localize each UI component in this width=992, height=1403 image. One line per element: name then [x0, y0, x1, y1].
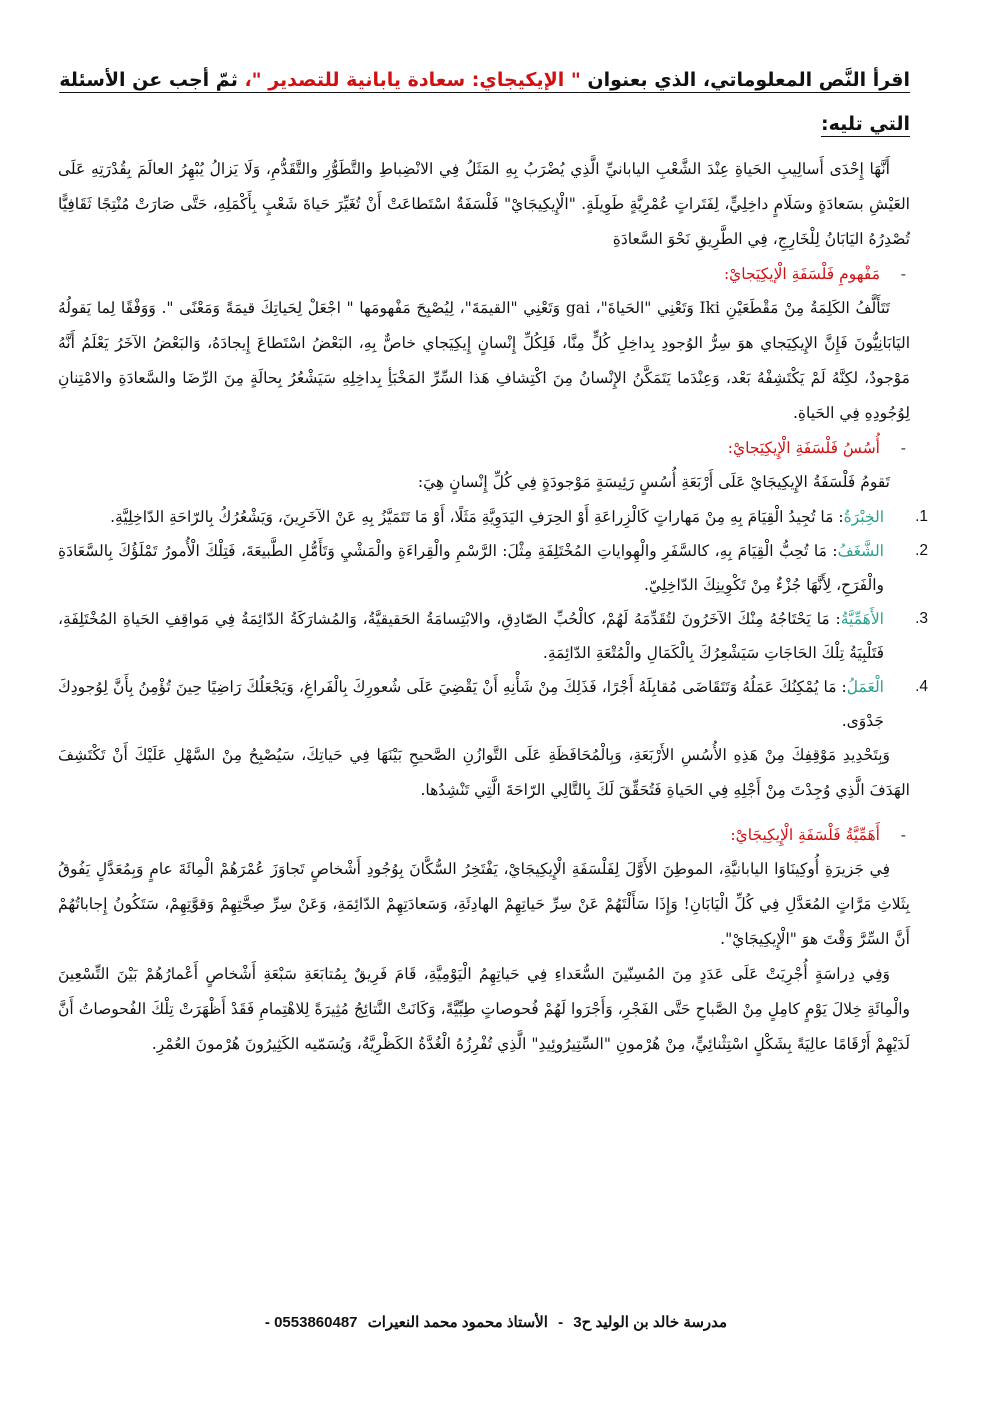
section-heading: مَفْهومِ فَلْسَفَةِ الْإيكِيَجايْ:: [723, 265, 880, 283]
item-label: الْعَمَلُ: [846, 678, 884, 696]
list-item: [58, 670, 928, 738]
pillars-intro: تَقومُ فَلْسَفَةُ الإِيكِيجَايْ عَلَى أَرْبَعَةِ أُسُسٍ رَئِيسَةٍ مَوْجودَةٍ فِي كُلِّ إِنْسانٍ هِيَ:: [417, 473, 890, 491]
page-footer: [0, 1313, 992, 1331]
pillars-closing: وَبِتَحْدِيدِ مَوْقِفِكَ مِنْ هَذِهِ الأُسُسِ الأَرْبَعَةِ، وَبِالْمُحَافَظَةِ عَلَى التَّوازُنِ الصَّحيحِ بَيْنَهَا فِي حَياتِكَ، سَيُصْبِحُ مِنْ السَّهْلِ عَلَيْكَ أَنْ تَكْتَشِفَ الهَدَفَ الَّذِي وُجِدْتَ مِنْ أَجْلِهِ فِي الحَياةِ فَتُحَقِّقَ لَكَ بِالتَّالِي الرّاحَةَ الَّتِي تَنْشِدُها.: [58, 746, 910, 799]
section-heading: أَهَمِّيَّةُ فَلْسَفَةِ الْإِيكِيجَايْ:: [730, 826, 880, 844]
title-highlight: " الإيكيجاي: سعادة يابانية للتصدير "،: [244, 69, 581, 91]
intro-paragraph: أَنَّهَا إِحْدَى أَسالِيبِ الحَياةِ عِنْدَ الشَّعْبِ اليابانيِّ الَّذِي يُضْرَبُ بِهِ المَثَلُ فِي الانْضِباطِ والتَّطَوُّرِ والتَّقَدُّمِ، وَلَا يَزالُ يُبْهِرُ العالَمَ بِقُدْرَتِهِ عَلَى العَيْشِ بسَعادَةٍ وسَلَامٍ داخِلِيٍّ، لِفَتَراتٍ عُمْرِيَّةٍ طَوِيلَةٍ. "الْإِيكِيجَايْ" فَلْسَفَةٌ اسْتَطاعَتْ أَنْ تُغَيِّرَ حَياةَ شَعْبٍ بِأَكْمَلِهِ، حَتَّى صَارَتْ مُنْتِجًا ثَقَافِيًّا تُصْدِرُهُ اليَابَانُ لِلْخَارِجِ، فِي الطَّرِيقِ نَحْوَ السَّعادَةِ: [58, 160, 910, 248]
footer-school: مدرسة خالد بن الوليد ح3: [573, 1314, 728, 1331]
importance-paragraph: فِي جَزيرَةِ أُوكِينَاوَا اليابانيَّةِ، الموطِنَ الأَوَّلَ لِفَلْسَفَةِ الْإِيكِيجَايْ، يَفْتَخِرُ السُّكَّانَ بِوُجُودِ أَشْخاصٍ تَجاوَزَ عُمْرَهُمْ الْمِائَةَ عامٍ وَبِمُعَدَّلٍ يَفُوقُ بِثَلاثِ مَرَّاتٍ المُعَدَّلِ فِي كُلِّ الْيَابَانِ! وَإِذَا سَأَلْتَهُمْ عَنْ سِرِّ حَياتِهِمْ الهادِئَةِ، وَسَعادَتِهِمْ الدّائِمَةِ، وَعَنْ سِرِّ صِحَّتِهِمْ وَقوَّتِهِمْ، سَتَكُونُ إِجاباتُهُمْ أَنَّ السِّرَّ وَقْتَ هوَ "الْإِيكِيجَايْ".: [58, 860, 910, 948]
title-suffix: ثمّ أجب عن الأسئلة التي تليه:: [59, 69, 910, 135]
footer-teacher: الأستاذ محمود محمد النعيرات: [367, 1314, 548, 1331]
footer-phone: 0553860487 -: [264, 1314, 358, 1331]
item-label: الشَّغَفُ: [837, 542, 884, 560]
item-text: : مَا تُحِبُّ الْقِيَامَ بِهِ، كالسَّفَرِ والْهِواياتِ المُخْتَلِفَةِ مِثْلَ: الرَّسْمِ والْقِراءَةِ والْمَشْيِ وَتَأَمُّلِ الطَّبيعَةَ، فَتِلْكَ الْأُمورُ تَمْلَؤُكَ بِالسَّعَادَةِ والْفَرَحِ، لِأَنَّهَا جُزْءٌ مِنْ تَكْوِينِكَ الدّاخِلِيّ.: [58, 542, 884, 594]
document-body: [58, 58, 928, 1062]
list-item: [58, 534, 928, 602]
item-label: الخِبْرَةُ: [843, 508, 884, 526]
list-item: [58, 500, 928, 534]
item-text: : مَا يَحْتَاجُهُ مِنْكَ الآخَرُونَ لتُقَدِّمَهُ لَهُمْ، كالْحُبِّ الصّادِقِ، والابْتِسامَةُ الحَقيقيَّةُ، وَالمُشارَكَةُ الدّائِمَةُ فِي مَواقِفِ الحَياةِ المُخْتَلِفَةِ، فَتَلْبِيَةُ تِلْكَ الحَاجَاتِ سَيَشْعِرُكَ بِالْكَمَالِ والْمُتْعَةِ الدّائِمَةِ.: [58, 610, 884, 662]
item-number: 1.: [915, 508, 928, 525]
footer-separator: -: [558, 1314, 564, 1331]
item-number: 2.: [915, 542, 928, 559]
item-number: 3.: [915, 610, 928, 627]
bullet-dash: -: [900, 439, 906, 457]
bullet-dash: -: [900, 265, 906, 283]
bullet-dash: -: [900, 826, 906, 844]
section-heading: أُسُسُ فَلْسَفَةِ الْإِيكِيَجايْ:: [727, 439, 880, 457]
section-concept-heading: [58, 257, 910, 291]
item-text: : مَا تُجِيدُ الْقِيَامَ بِهِ مِنْ مَهاراتٍ كَالْزِراعَةِ أَوْ الحِرَفِ اليَدَوِيَّةِ مَثَلًا، أَوْ مَا تَتَمَيَّزُ بِهِ عَنْ الآخَرِينَ، وَيَشْعُرُكُ بِالرّاحَةِ الدّاخِلِيَّةِ.: [110, 508, 844, 526]
item-label: الأَهَمِّيَّةُ: [840, 610, 884, 628]
item-text: : مَا يُمْكِنُكَ عَمَلُهُ وَتَتَقَاضَى مُقابِلَهُ أَجْرًا، فَذَلِكَ مِنْ شَأْنِهِ أَنْ يَقْضِيَ عَلَى شُعورِكَ بِالْفَراغِ، وَيَجْعَلُكَ رَاضِيًا حِينَ تُؤْمِنُ بِأَنَّ لِوُجودِكَ جَدْوَى.: [58, 678, 884, 730]
list-item: [58, 602, 928, 670]
concept-paragraph: تَتَأَلَّفُ الكَلِمَةُ مِنْ مَقْطَعَيْنِ Iki وَتَعْنِي "الحَياةَ"، gai وَتَعْنِي "القيمَةَ"، لِيُصْبِحَ مَفْهومَها " اجْعَلْ لِحَياتِكَ قيمَةً وَمَعْنًى ". وَوَفْقًا لِما يَقولُهُ اليَابَانِيُّونَ فَإِنَّ الإِيكِيَجاي هوَ سِرُّ الوُجودِ بِداخِلِ كُلٍّ مِنَّا، فَلِكُلِّ إِنْسانٍ إِيكِيَجاي خاصٌّ بِهِ، البَعْضُ اسْتَطاعَ إِيجادَهُ، وَالبَعْضُ الآخَرُ يَعْلَمُ أَنَّهُ مَوْجودٌ، لكِنَّهُ لَمْ يَكْتَشِفْهُ بَعْد، وَعِنْدَما يَتَمَكَّنُ الإِنْسانُ مِنَ اكْتِشافِ هَذا السِّرِّ المَخْبَأِ بِداخِلِهِ سَيَشْعُرُ بِحالَةٍ مِنَ الرِّضَا والسَّعادَةِ والامْتِنانِ لِوُجُودِهِ فِي الحَياةِ.: [58, 299, 910, 422]
page-title: [58, 58, 910, 146]
item-number: 4.: [915, 678, 928, 695]
pillars-list: [58, 500, 928, 738]
title-prefix: اقرأ النَّص المعلوماتي، الذي بعنوان: [580, 69, 910, 91]
study-paragraph: وَفِي دِراسَةٍ أُجْرِيَتْ عَلَى عَدَدٍ مِنَ المُسِنّينَ السُّعَداءِ فِي حَياتِهِمُ الْيَوْمِيَّةِ، قَامَ فَرِيقٌ بِمُتابَعَةِ سَبْعَةِ أَشْخاصٍ أَعْمارُهُمْ بَيْنَ التِّسْعِينَ والْمِائَةِ خِلالَ يَوْمٍ كامِلٍ مِنْ الصَّباحِ حَتَّى الفَجْرِ، وَأَجْرَوا لَهُمْ فُحوصاتٍ طِبِّيَّةً، وَكَانَتْ النَّتائِجُ مُثِيرَةً لِلاهْتِمامِ فَقَدْ أَظْهَرَتْ تِلْكَ الفُحوصاتُ أَنَّ لَدَيْهِمْ أَرْقَامًا عالِيَةً بِشَكْلٍ اسْتِثْنائِيٍّ، مِنْ هُرْمونِ "السِّتِيرُوئِيدِ" الَّذِي تُفْرِزُهُ الْغُدَّةُ الكَظْرِيَّةُ، وَيُسَمّيه الكَثِيرُونَ هُرْمونَ العُمْرِ.: [58, 965, 910, 1053]
section-pillars-heading: [58, 431, 910, 465]
section-importance-heading: [58, 818, 910, 852]
